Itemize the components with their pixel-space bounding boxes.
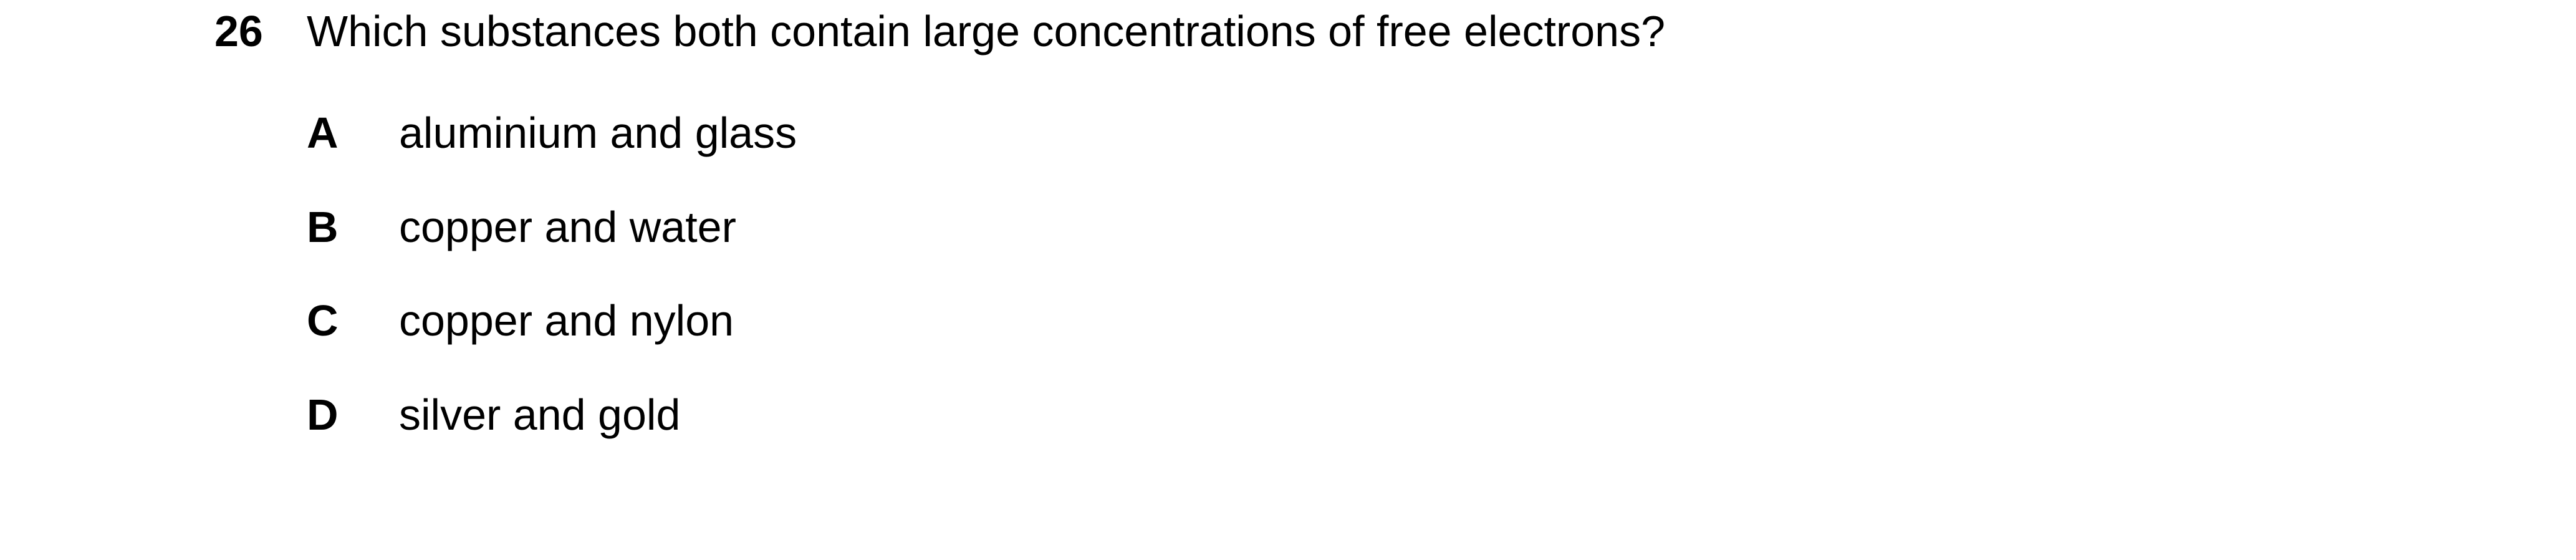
option-b-text: copper and water: [399, 203, 736, 251]
question-stem: Which substances both contain large concentrations of free electrons?: [307, 7, 1666, 56]
option-c-text: copper and nylon: [399, 296, 734, 345]
option-a-letter: A: [307, 109, 339, 157]
option-a-text: aluminium and glass: [399, 109, 797, 157]
option-c-letter: C: [307, 296, 339, 345]
option-b-letter: B: [307, 203, 339, 251]
option-d-letter: D: [307, 390, 339, 439]
option-d-text: silver and gold: [399, 390, 681, 439]
question-number: 26: [214, 7, 263, 56]
